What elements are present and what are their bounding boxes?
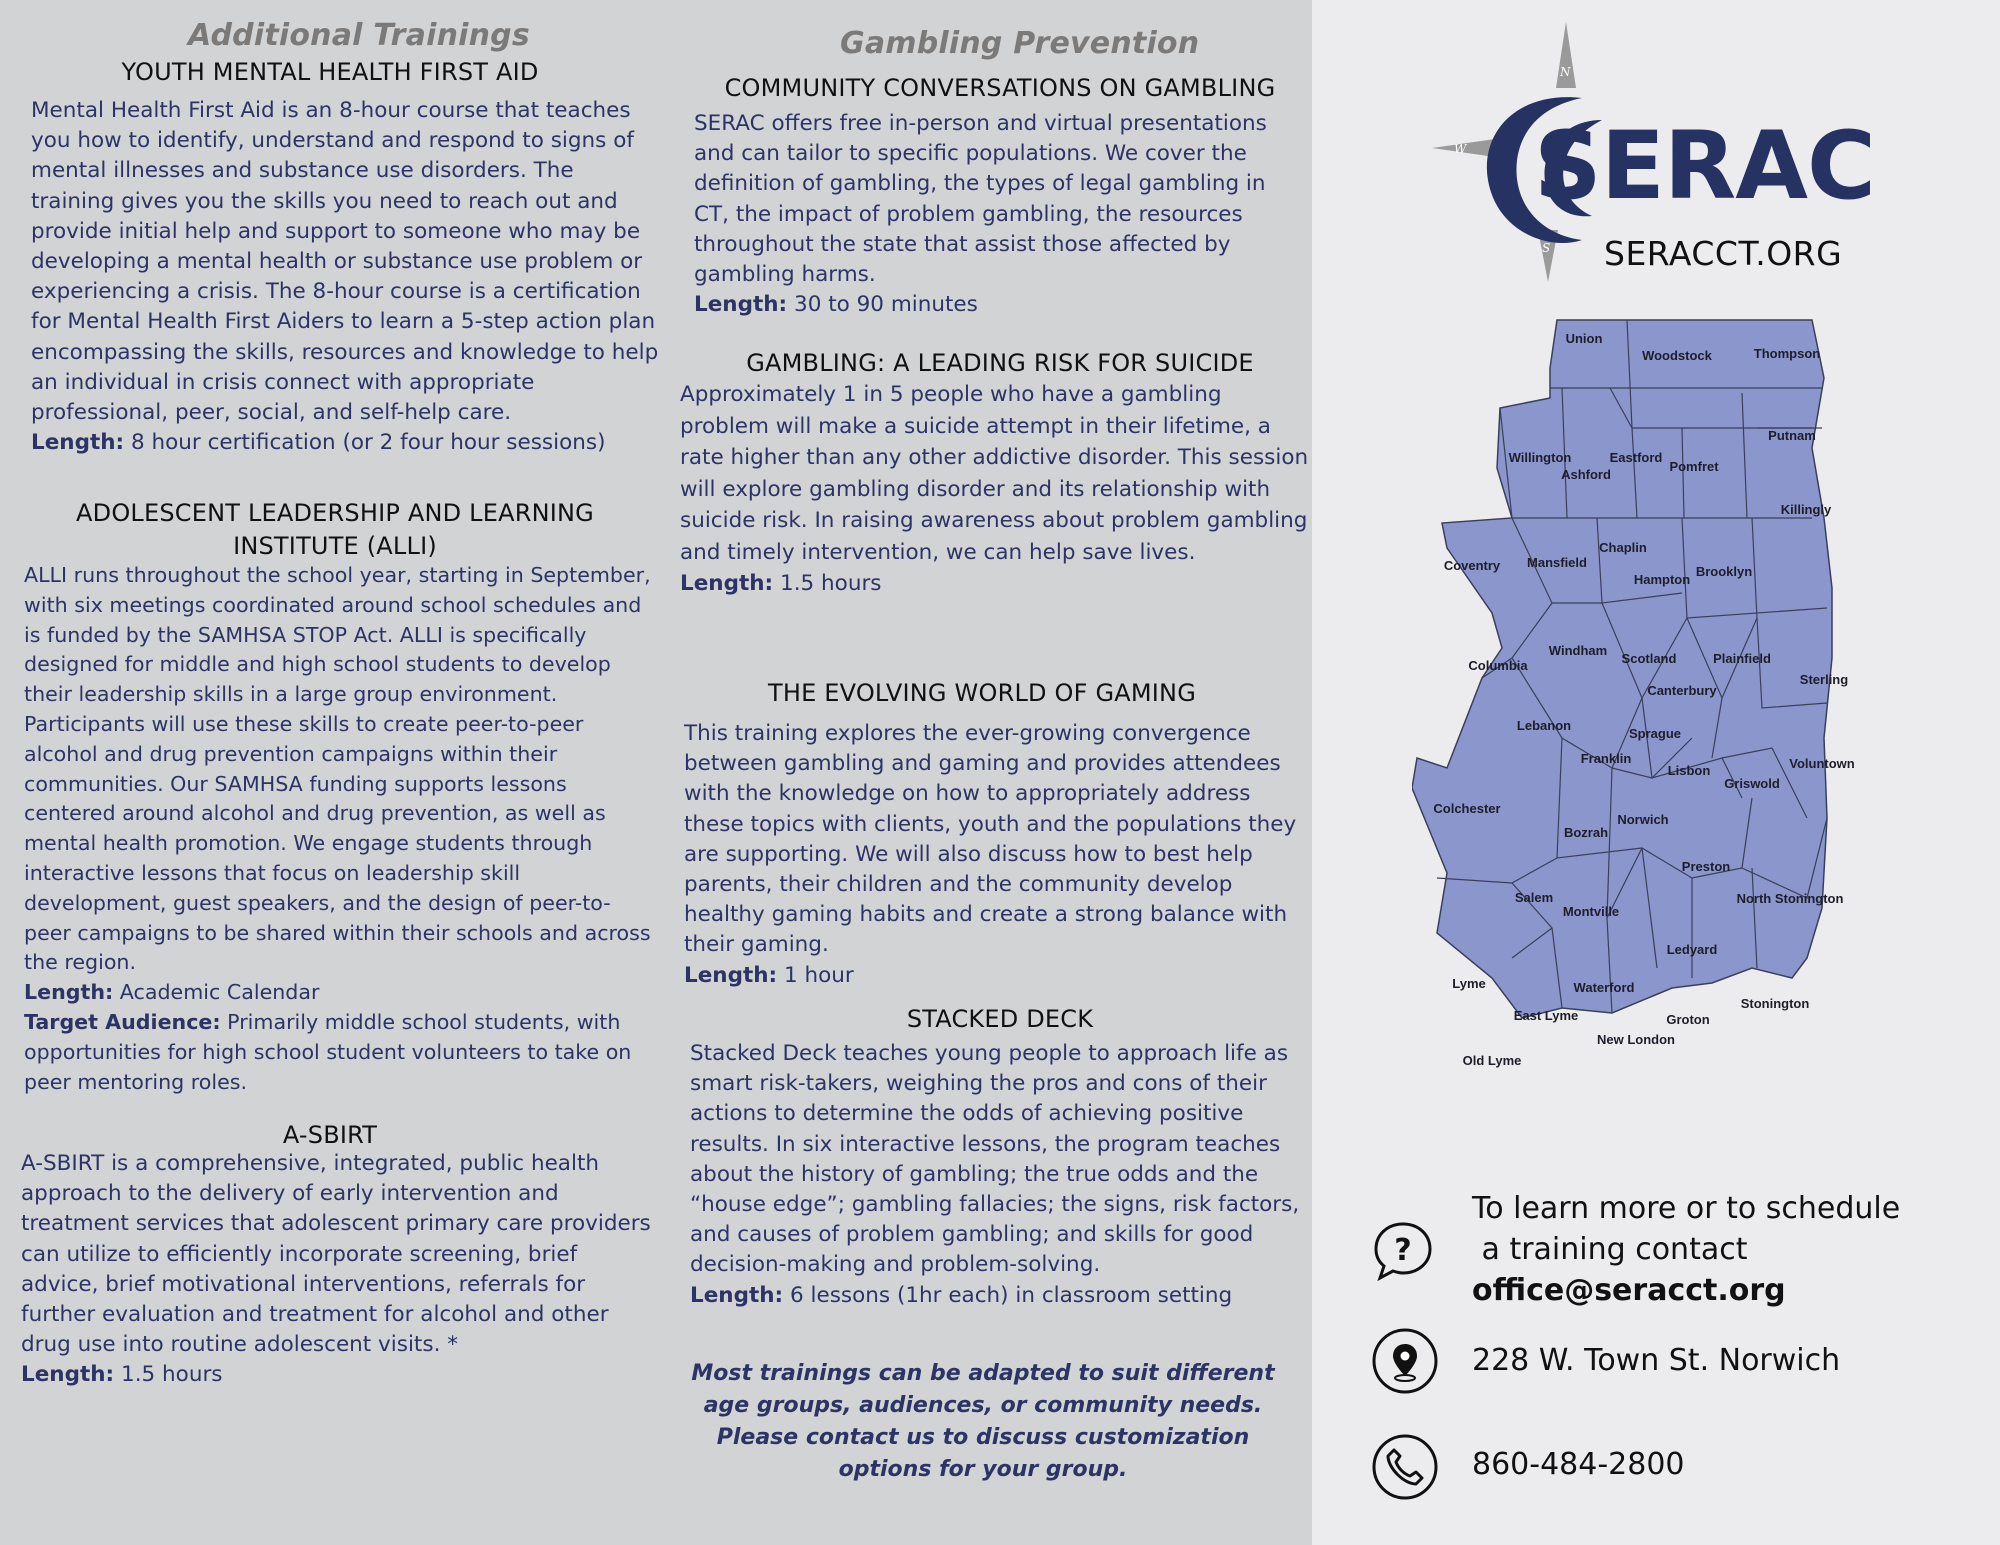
- town-label: Scotland: [1621, 651, 1677, 666]
- question-icon: [1372, 1220, 1434, 1282]
- alli-length: [24, 978, 654, 1008]
- length-label: Length:: [24, 980, 114, 1005]
- suicide-title: GAMBLING: A LEADING RISK FOR SUICIDE: [746, 349, 1254, 377]
- town-label: Chaplin: [1599, 540, 1647, 555]
- right-panel: [1312, 0, 2000, 1545]
- ymhfa-description: Mental Health First Aid is an 8-hour course that teaches you how to identify, understand and respond to signs of mental illnesses and substance use disorders. The training gives you the skills you need to reach out and provide initial help and support to someone who may be developing a mental health or substance use problem or experiencing a crisis. The 8-hour course is a certification for Mental Health First Aiders to learn a 5-step action plan encompassing the skills, resources and knowledge to help an individual in crisis connect with appropriate professional, peer, social, and self-help care.: [31, 98, 659, 426]
- town-label: Canterbury: [1647, 683, 1717, 698]
- stacked-body: [690, 1039, 1320, 1311]
- customization-note: Most trainings can be adapted to suit different age groups, audiences, or community needs. Please contact us to discuss customization options for your group.: [691, 1361, 1275, 1482]
- gambling-prevention-heading: Gambling Prevention: [840, 26, 1200, 61]
- contact-email[interactable]: office@seracct.org: [1472, 1273, 1786, 1308]
- town-label: Putnam: [1768, 428, 1816, 443]
- town-label: Ashford: [1561, 467, 1611, 482]
- community-length: [694, 290, 1304, 320]
- town-label: Ledyard: [1666, 942, 1718, 957]
- town-label: Groton: [1666, 1012, 1710, 1027]
- audience-value: Primarily middle school students, with opportunities for high school student volunteers to take on peer mentoring roles.: [24, 1009, 632, 1094]
- length-label: Length:: [680, 571, 774, 596]
- website-url[interactable]: SERACCT.ORG: [1604, 234, 1843, 273]
- town-label: Hampton: [1633, 572, 1691, 587]
- alli-body: [24, 561, 654, 1097]
- compass-s-letter: S: [1542, 241, 1551, 255]
- gaming-title: THE EVOLVING WORLD OF GAMING: [767, 679, 1196, 707]
- svg-text:?: ?: [1394, 1233, 1412, 1268]
- stacked-description: Stacked Deck teaches young people to approach life as smart risk-takers, weighing the pros and cons of their actions to determine the odds of achieving positive results. In six interactive lessons, the program teaches about the history of gambling; the true odds and the “house edge”; gambling fallacies; the signs, risk factors, and causes of problem gambling; and skills for good decision-making and problem-solving.: [690, 1041, 1300, 1278]
- alli-title-line2: INSTITUTE (ALLI): [233, 532, 437, 560]
- town-label: Sterling: [1799, 672, 1849, 687]
- town-label: Stonington: [1740, 996, 1810, 1011]
- alli-title-line1: ADOLESCENT LEADERSHIP AND LEARNING: [76, 499, 594, 527]
- town-label: Brooklyn: [1695, 564, 1753, 579]
- contact-line-2: a training contact: [1472, 1232, 1748, 1267]
- length-value: 1.5 hours: [121, 1362, 223, 1388]
- contact-intro: [1472, 1188, 1972, 1311]
- gaming-length: [684, 961, 1309, 991]
- asbirt-body: [21, 1149, 661, 1391]
- town-label: Plainfield: [1713, 651, 1771, 666]
- length-value: 1 hour: [784, 962, 854, 988]
- address-text: 228 W. Town St. Norwich: [1472, 1343, 1841, 1378]
- town-label: Franklin: [1580, 751, 1632, 766]
- town-label: Pomfret: [1669, 459, 1719, 474]
- town-label: Montville: [1562, 904, 1620, 919]
- community-body: [694, 109, 1304, 320]
- town-label: Preston: [1681, 859, 1731, 874]
- ymhfa-length: [31, 428, 661, 458]
- town-label: Union: [1565, 331, 1603, 346]
- town-label: Sprague: [1628, 726, 1682, 741]
- town-map: [1412, 318, 1872, 1108]
- stacked-title: STACKED DECK: [906, 1005, 1094, 1033]
- town-label: Windham: [1548, 643, 1608, 658]
- length-value: 1.5 hours: [780, 571, 882, 596]
- ymhfa-title: YOUTH MENTAL HEALTH FIRST AID: [121, 58, 539, 86]
- length-label: Length:: [684, 962, 778, 988]
- length-label: Length:: [694, 292, 788, 318]
- audience-label: Target Audience:: [24, 1009, 221, 1034]
- location-pin-icon: [1372, 1328, 1438, 1394]
- length-label: Length:: [31, 430, 125, 456]
- length-label: Length:: [690, 1282, 784, 1308]
- gaming-description: This training explores the ever-growing convergence between gambling and gaming and provides attendees with the knowledge on how to appropriately address these topics with clients, youth and the populations they are supporting. We will also discuss how to best help parents, their children and the community develop healthy gaming habits and create a strong balance with their gaming.: [684, 721, 1297, 958]
- gaming-body: [684, 719, 1309, 991]
- suicide-body: [680, 379, 1310, 600]
- length-value: 8 hour certification (or 2 four hour sessions): [131, 430, 606, 456]
- town-label: Eastford: [1609, 450, 1663, 465]
- town-label: North Stonington: [1736, 891, 1844, 906]
- town-label: Colchester: [1433, 801, 1501, 816]
- town-label: Coventry: [1443, 558, 1501, 573]
- compass-w-letter: W: [1454, 142, 1467, 156]
- suicide-length: [680, 568, 1310, 600]
- phone-icon: [1372, 1434, 1438, 1500]
- town-label: Salem: [1514, 890, 1554, 905]
- length-value: Academic Calendar: [119, 980, 320, 1005]
- town-label: Griswold: [1724, 776, 1780, 791]
- town-label: Old Lyme: [1462, 1053, 1522, 1068]
- town-label: Woodstock: [1642, 348, 1712, 363]
- town-label: Killingly: [1780, 502, 1832, 517]
- asbirt-length: [21, 1360, 661, 1390]
- town-label: Norwich: [1617, 812, 1669, 827]
- length-value: 30 to 90 minutes: [794, 292, 978, 318]
- town-label: Mansfield: [1527, 555, 1587, 570]
- town-label: Bozrah: [1563, 825, 1609, 840]
- serac-logo-text: SERAC: [1534, 112, 1876, 221]
- town-label: Waterford: [1573, 980, 1635, 995]
- alli-audience: [24, 1008, 654, 1097]
- compass-n-letter: N: [1560, 65, 1571, 79]
- stacked-length: [690, 1281, 1320, 1311]
- contact-line-1: To learn more or to schedule: [1472, 1191, 1901, 1226]
- town-label: Willington: [1508, 450, 1572, 465]
- town-label: East Lyme: [1513, 1008, 1579, 1023]
- ymhfa-body: [31, 96, 661, 458]
- town-label: Lyme: [1452, 976, 1486, 991]
- alli-description: ALLI runs throughout the school year, starting in September, with six meetings coordinated around school schedules and is funded by the SAMHSA STOP Act. ALLI is specifically designed for middle and high school students to develop their leadership skills in a large group environment. Participants will use these skills to create peer-to-peer alcohol and drug prevention campaigns within their communities. Our SAMHSA funding supports lessons centered around alcohol and drug prevention, as well as mental health promotion. We engage students through interactive lessons that focus on leadership skill development, guest speakers, and the design of peer-to-peer campaigns to be shared within their schools and across the region.: [24, 563, 651, 975]
- town-label: Thompson: [1753, 346, 1821, 361]
- town-label: New London: [1597, 1032, 1675, 1047]
- community-title: COMMUNITY CONVERSATIONS ON GAMBLING: [724, 74, 1276, 102]
- town-label: Columbia: [1468, 658, 1528, 673]
- town-label: Voluntown: [1789, 756, 1855, 771]
- town-label: Lisbon: [1667, 763, 1711, 778]
- phone-number[interactable]: 860-484-2800: [1472, 1447, 1685, 1482]
- suicide-description: Approximately 1 in 5 people who have a gambling problem will make a suicide attempt in their lifetime, a rate higher than any other addictive disorder. This session will explore gambling disorder and its relationship with suicide risk. In raising awareness about problem gambling and timely intervention, we can help save lives.: [680, 382, 1309, 565]
- town-label: Lebanon: [1516, 718, 1572, 733]
- additional-trainings-heading: Additional Trainings: [188, 18, 530, 53]
- length-value: 6 lessons (1hr each) in classroom setting: [790, 1282, 1233, 1308]
- asbirt-description: A-SBIRT is a comprehensive, integrated, public health approach to the delivery of early intervention and treatment services that adolescent primary care providers can utilize to efficiently incorporate screening, brief advice, brief motivational interventions, referrals for further evaluation and treatment for alcohol and other drug use into routine adolescent visits. *: [21, 1151, 651, 1358]
- length-label: Length:: [21, 1362, 115, 1388]
- asbirt-title: A-SBIRT: [282, 1121, 378, 1149]
- community-description: SERAC offers free in-person and virtual presentations and can tailor to specific populations. We cover the definition of gambling, the types of legal gambling in CT, the impact of problem gambling, the resources throughout the state that assist those affected by gambling harms.: [694, 111, 1267, 288]
